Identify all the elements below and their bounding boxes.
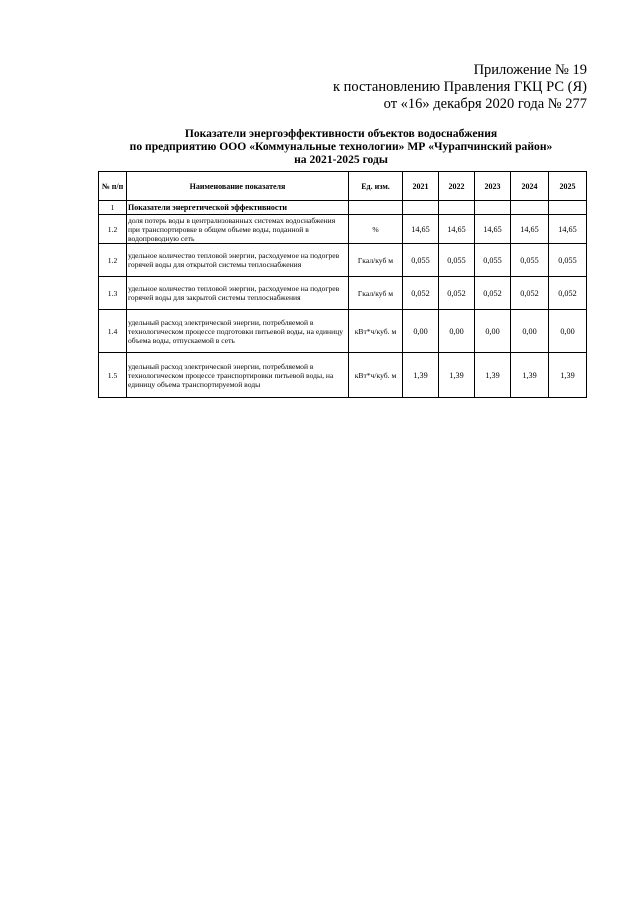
row-value-2025: 1,39 — [549, 353, 587, 398]
row-num: 1.3 — [99, 277, 127, 310]
row-unit: Гкал/куб м — [349, 244, 403, 277]
title-line-3: на 2021-2025 годы — [294, 153, 388, 166]
section-empty-2025 — [549, 201, 587, 215]
row-value-2021: 0,055 — [403, 244, 439, 277]
document-title — [96, 127, 586, 166]
row-value-2024: 0,055 — [511, 244, 549, 277]
header-year-2021: 2021 — [403, 172, 439, 201]
row-value-2025: 0,052 — [549, 277, 587, 310]
row-unit: кВт*ч/куб. м — [349, 353, 403, 398]
table-row — [99, 277, 587, 310]
row-num: 1.2 — [99, 244, 127, 277]
row-num: 1.5 — [99, 353, 127, 398]
row-name: удельное количество тепловой энергии, расходуемое на подогрев горячей воды для открытой системы теплоснабжения — [127, 244, 349, 277]
appendix-header — [333, 62, 587, 113]
row-num: 1.2 — [99, 215, 127, 244]
section-empty-2022 — [439, 201, 475, 215]
row-value-2021: 0,00 — [403, 310, 439, 353]
appendix-date: от «16» декабря 2020 года № 277 — [383, 96, 587, 112]
section-empty-2023 — [475, 201, 511, 215]
section-num: 1 — [99, 201, 127, 215]
row-value-2023: 0,055 — [475, 244, 511, 277]
table-header-row — [99, 172, 587, 201]
row-value-2021: 14,65 — [403, 215, 439, 244]
row-name: удельное количество тепловой энергии, расходуемое на подогрев горячей воды для закрытой системы теплоснабжения — [127, 277, 349, 310]
row-value-2022: 0,00 — [439, 310, 475, 353]
header-year-2022: 2022 — [439, 172, 475, 201]
title-line-2: по предприятию ООО «Коммунальные технологии» МР «Чурапчинский район» — [129, 140, 553, 153]
header-name: Наименование показателя — [127, 172, 349, 201]
appendix-number: Приложение № 19 — [473, 62, 587, 78]
row-value-2023: 0,052 — [475, 277, 511, 310]
row-name: удельный расход электрической энергии, потребляемой в технологическом процессе транспортировки питьевой воды, на единицу объема транспортируемой воды — [127, 353, 349, 398]
section-empty-2021 — [403, 201, 439, 215]
row-value-2024: 1,39 — [511, 353, 549, 398]
row-unit: Гкал/куб м — [349, 277, 403, 310]
row-value-2025: 14,65 — [549, 215, 587, 244]
row-value-2022: 1,39 — [439, 353, 475, 398]
row-num: 1.4 — [99, 310, 127, 353]
header-year-2024: 2024 — [511, 172, 549, 201]
header-unit: Ед. изм. — [349, 172, 403, 201]
row-name: доля потерь воды в централизованных системах водоснабжения при транспортировке в общем объеме воды, поданной в водопроводную сеть — [127, 215, 349, 244]
row-value-2025: 0,00 — [549, 310, 587, 353]
row-value-2021: 0,052 — [403, 277, 439, 310]
table-row — [99, 244, 587, 277]
table-row — [99, 353, 587, 398]
row-value-2023: 1,39 — [475, 353, 511, 398]
table-row — [99, 215, 587, 244]
section-row — [99, 201, 587, 215]
section-empty-2024 — [511, 201, 549, 215]
row-name: удельный расход электрической энергии, потребляемой в технологическом процессе подготовки питьевой воды, на единицу объема воды, отпускаемой в сеть — [127, 310, 349, 353]
row-value-2024: 0,052 — [511, 277, 549, 310]
row-value-2022: 14,65 — [439, 215, 475, 244]
appendix-resolution: к постановлению Правления ГКЦ РС (Я) — [332, 79, 587, 95]
row-value-2024: 0,00 — [511, 310, 549, 353]
row-unit: % — [349, 215, 403, 244]
section-name: Показатели энергетической эффективности — [127, 201, 349, 215]
row-unit: кВт*ч/куб. м — [349, 310, 403, 353]
row-value-2022: 0,055 — [439, 244, 475, 277]
indicators-table — [98, 171, 587, 398]
title-line-1: Показатели энергоэффективности объектов водоснабжения — [184, 127, 498, 140]
section-empty-unit — [349, 201, 403, 215]
table-row — [99, 310, 587, 353]
header-year-2023: 2023 — [475, 172, 511, 201]
row-value-2025: 0,055 — [549, 244, 587, 277]
row-value-2021: 1,39 — [403, 353, 439, 398]
header-year-2025: 2025 — [549, 172, 587, 201]
header-num: № п/п — [99, 172, 127, 201]
row-value-2024: 14,65 — [511, 215, 549, 244]
row-value-2022: 0,052 — [439, 277, 475, 310]
row-value-2023: 0,00 — [475, 310, 511, 353]
row-value-2023: 14,65 — [475, 215, 511, 244]
